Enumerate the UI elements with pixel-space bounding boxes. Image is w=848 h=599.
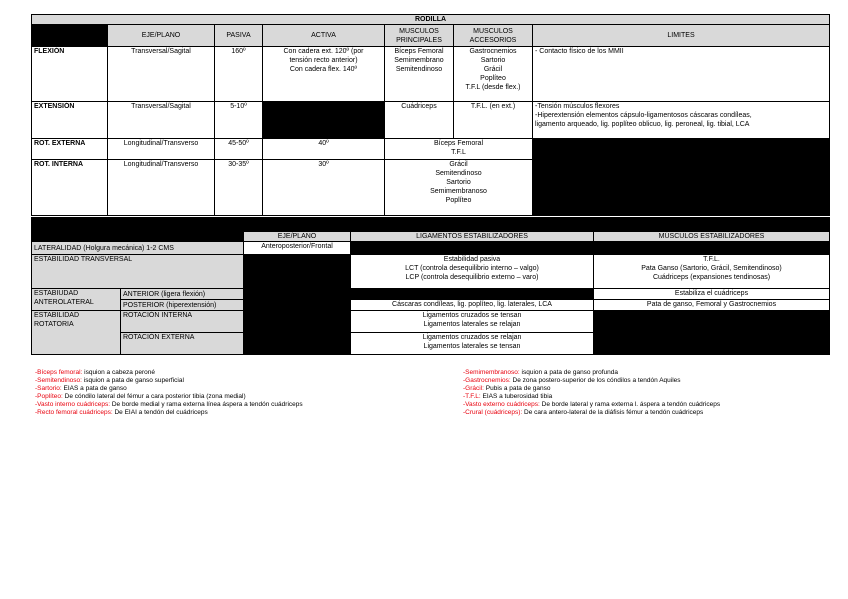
- table-row-rot-externa: ROT. EXTERNA Longitudinal/Transverso 45-50º 40º Bíceps Femoral T.F.L: [32, 139, 830, 160]
- table-row-rot-interna: ROT. INTERNA Longitudinal/Transverso 30-35º 30º Grácil Semitendinoso Sartorio Semimembranoso Poplíteo: [32, 160, 830, 216]
- header-eje: EJE/PLANO: [108, 25, 215, 47]
- table-row-lateralidad: LATERALIDAD (Holgura mecánica) 1-2 CMS Anteroposterior/Frontal: [32, 242, 830, 255]
- list-item: -Semitendinoso: isquion a pata de ganso superficial: [35, 377, 184, 384]
- list-item: -Recto femoral cuádriceps: De EIAI a tendón del cuádriceps: [35, 409, 208, 416]
- header-ligamentos: LIGAMENTOS ESTABILIZADORES: [351, 232, 594, 242]
- list-item: -Vasto interno cuádriceps: De borde medial y rama externa línea áspera a tendón cuádriceps: [35, 401, 303, 408]
- black-bar: [32, 218, 830, 232]
- list-item: -Sartorio: EIAS a pata de ganso: [35, 385, 127, 392]
- list-item: -Crural (cuádriceps): De cara antero-lateral de la diáfisis fémur a tendón cuádriceps: [463, 409, 704, 416]
- header-eje-2: EJE/PLANO: [244, 232, 351, 242]
- header-accesorios: MUSCULOS ACCESORIOS: [454, 25, 533, 47]
- row-label: FLEXIÓN: [32, 47, 108, 102]
- table-row-flexion: FLEXIÓN Transversal/Sagital 160º Con cadera ext. 120º (por tensión recto anterior) Con cadera flex. 140º Bíceps Femoral Semimembrano Semitendinoso Gastrocnemios Sartorio Grácil Poplíteo T.F.L (desde flex.) - Contacto físico de los MMII: [32, 47, 830, 102]
- table-row-transversal: ESTABILIDAD TRANSVERSAL Estabilidad pasiva LCT (controla desequilibrio interno – valgo) LCP (controla desequilibrio externo – varo) T.F.L. Pata Ganso (Sartorio, Grácil, Semitendinoso) Cuádriceps (expansiones tendinosas): [32, 255, 830, 289]
- notes-left: [35, 369, 415, 417]
- list-item: -Grácil: Pubis a pata de ganso: [463, 385, 551, 392]
- list-item: -T.F.L: EIAS a tuberosidad tibia: [463, 393, 553, 400]
- list-item: -Gastrocnemios: De zona postero-superior de los cóndilos a tendón Aquiles: [463, 377, 681, 384]
- header-pasiva: PASIVA: [215, 25, 263, 47]
- notes-right: [463, 369, 843, 417]
- row-label: ROT. EXTERNA: [32, 139, 108, 160]
- header-principales: MUSCULOS PRINCIPALES: [385, 25, 454, 47]
- table-row-extension: EXTENSIÓN Transversal/Sagital 5-10º Cuádriceps T.F.L. (en ext.) -Tensión músculos flexores -Hiperextensión elementos cápsulo-ligamentosos cáscaras condíleas, ligamento arqueado, lig. poplíteo oblicuo, lig. peroneal, lig. tibial, LCA: [32, 102, 830, 139]
- list-item: -Bíceps femoral: isquion a cabeza peroné: [35, 369, 155, 376]
- list-item: -Vasto externo cuádriceps: De borde lateral y rama externa l. áspera a tendón cuádriceps: [463, 401, 721, 408]
- header-musculos: MÚSCULOS ESTABILIZADORES: [594, 232, 830, 242]
- row-label: ROT. INTERNA: [32, 160, 108, 216]
- header-blank: [32, 25, 108, 47]
- header-activa: ACTIVA: [263, 25, 385, 47]
- table-row-posterior: POSTERIOR (hiperextensión) Cáscaras condíleas, lig. poplíteo, lig. laterales, LCA Pata de ganso, Femoral y Gastrocnemios: [32, 300, 830, 311]
- table-row-rot-interna-est: ESTABILIDAD ROTATORIA ROTACIÓN INTERNA Ligamentos cruzados se tensan Ligamentos laterales se relajan: [32, 311, 830, 333]
- stability-table: [31, 217, 830, 355]
- table-title: RODILLA: [32, 15, 830, 25]
- list-item: -Semimembranoso: isquion a pata de ganso profunda: [463, 369, 619, 376]
- movements-table: [31, 14, 830, 216]
- header-limites: LIMITES: [533, 25, 830, 47]
- table-row-rot-externa-est: ROTACIÓN EXTERNA Ligamentos cruzados se relajan Ligamentos laterales se tensan: [32, 333, 830, 355]
- row-label: EXTENSIÓN: [32, 102, 108, 139]
- list-item: -Poplíteo: De cóndilo lateral del fémur a cara posterior tibia (zona medial): [35, 393, 246, 400]
- table-row-anterior: ESTABIUDAD ANTEROLATERAL ANTERIOR (ligera flexión) Estabiliza el cuádriceps: [32, 289, 830, 300]
